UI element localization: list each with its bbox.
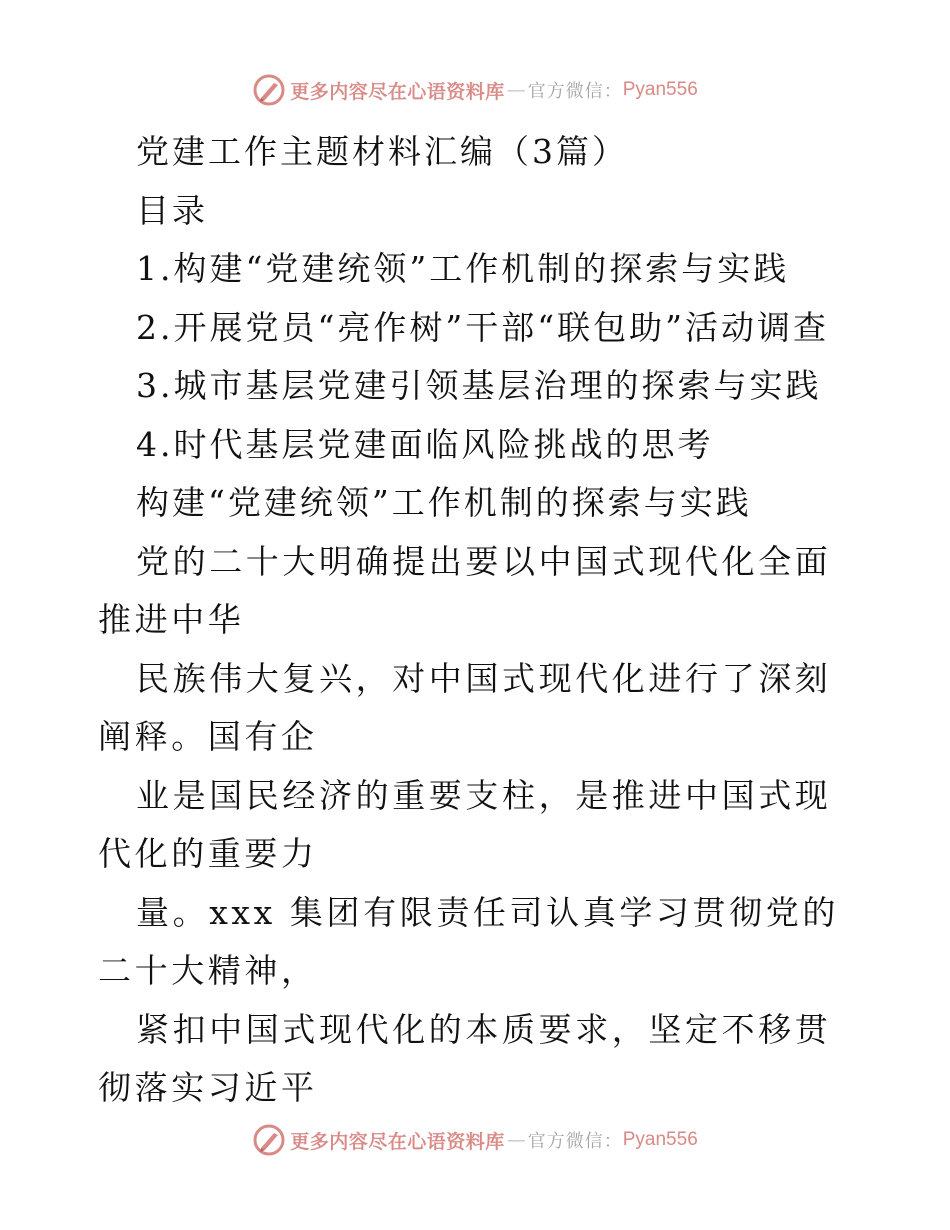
body-paragraph: 紧扣中国式现代化的本质要求，坚定不移贯彻落实习近平 bbox=[98, 1009, 832, 1107]
footer-watermark-banner bbox=[0, 1120, 950, 1160]
body-paragraph: 量。xxx 集团有限责任司认真学习贯彻党的二十大精神， bbox=[98, 892, 839, 990]
body-paragraph: 民族伟大复兴，对中国式现代化进行了深刻阐释。国有企 bbox=[98, 658, 832, 756]
header-watermark-banner bbox=[0, 70, 950, 110]
toc-item: 1.构建“党建统领”工作机制的探索与实践 bbox=[136, 249, 790, 288]
toc-item: 3.城市基层党建引领基层治理的探索与实践 bbox=[136, 366, 822, 405]
body-paragraph: 业是国民经济的重要支柱，是推进中国式现代化的重要力 bbox=[98, 775, 832, 873]
banner-separator: — bbox=[506, 1129, 526, 1151]
wechat-label: 官方微信： bbox=[527, 81, 623, 102]
site-name: 更多内容尽在心语资料库 bbox=[290, 1130, 505, 1153]
section-title: 构建“党建统领”工作机制的探索与实践 bbox=[136, 483, 752, 522]
toc-item: 2.开展党员“亮作树”干部“联包助”活动调查 bbox=[136, 307, 829, 347]
document-body bbox=[98, 123, 858, 1118]
wechat-label: 官方微信： bbox=[527, 1131, 623, 1152]
document-title: 党建工作主题材料汇编（3篇） bbox=[136, 132, 628, 171]
banner-separator: — bbox=[506, 79, 526, 101]
wechat-id: Pyan556 bbox=[622, 1129, 698, 1150]
pen-logo-icon bbox=[252, 1123, 286, 1157]
toc-item: 4.时代基层党建面临风险挑战的思考 bbox=[136, 424, 714, 464]
pen-logo-icon bbox=[252, 73, 286, 107]
toc-heading: 目录 bbox=[136, 190, 208, 230]
body-paragraph: 党的二十大明确提出要以中国式现代化全面推进中华 bbox=[98, 541, 832, 639]
wechat-id: Pyan556 bbox=[622, 79, 698, 100]
site-name: 更多内容尽在心语资料库 bbox=[290, 80, 505, 103]
